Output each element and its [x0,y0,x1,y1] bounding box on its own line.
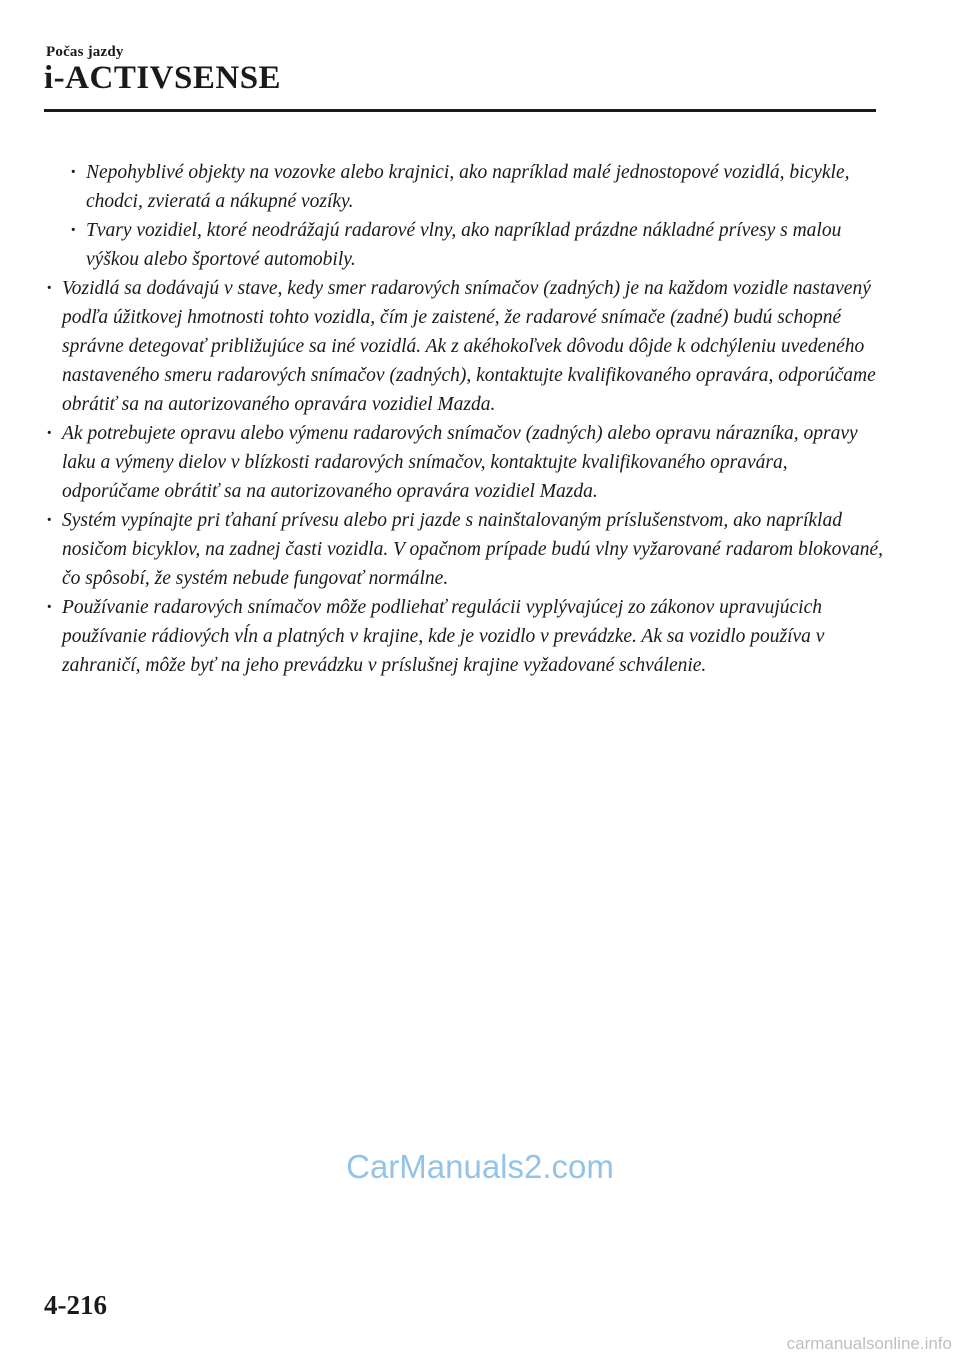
list-item-text: Nepohyblivé objekty na vozovke alebo krajnici, ako napríklad malé jednostopové vozidlá, bicykle, chodci, zvieratá a nákupné vozíky. [86,162,850,212]
list-item [44,506,884,593]
watermark-primary[interactable]: CarManuals2.com [346,1148,614,1185]
list-item-text: Ak potrebujete opravu alebo výmenu radarových snímačov (zadných) alebo opravu nárazníka, opravy laku a výmeny dielov v blízkosti radarových snímačov, kontaktujte kvalifikovaného opravára, odporúčame obrátiť sa na autorizovaného opravára vozidiel Mazda. [62,423,858,502]
list-item [44,419,884,506]
bullet-icon: · [46,423,53,444]
list-item-text: Systém vypínajte pri ťahaní prívesu alebo pri jazde s nainštalovaným príslušenstvom, ako napríklad nosičom bicyklov, na zadnej časti vozidla. V opačnom prípade budú vlny vyžarované radarom blokované, čo spôsobí, že systém nebude fungovať normálne. [62,510,883,589]
list-item-text: Vozidlá sa dodávajú v stave, kedy smer radarových snímačov (zadných) je na každom vozidle nastavený podľa úžitkovej hmotnosti tohto vozidla, čím je zaistené, že radarové snímače (zadné) budú schopné správne detegovať približujúce sa iné vozidlá. Ak z akéhokoľvek dôvodu dôjde k odchýleniu uvedeného nastaveného smeru radarových snímačov (zadných), kontaktujte kvalifikovaného opravára, odporúčame obrátiť sa na autorizovaného opravára vozidiel Mazda. [62,278,876,415]
content-body [44,158,884,680]
bullet-icon: · [70,162,77,183]
bullet-icon: · [46,510,53,531]
list-item [44,593,884,680]
page-title: i-ACTIVSENSE [44,60,282,96]
list-item-text: Používanie radarových snímačov môže podliehať regulácii vyplývajúcej zo zákonov upravujúcich používanie rádiových vĺn a platných v krajine, kde je vozidlo v prevádzke. Ak sa vozidlo používa v zahraničí, môže byť na jeho prevádzku v príslušnej krajine vyžadované schválenie. [62,597,825,676]
page-number: 4-216 [44,1290,107,1320]
watermark-secondary[interactable]: carmanualsonline.info [786,1334,952,1353]
bullet-icon: · [46,597,53,618]
list-item [44,216,884,274]
bullet-icon: · [46,278,53,299]
bullet-icon: · [70,220,77,241]
list-item-text: Tvary vozidiel, ktoré neodrážajú radarové vlny, ako napríklad prázdne nákladné prívesy s malou výškou alebo športové automobily. [86,220,842,270]
header-divider [44,109,876,112]
section-label: Počas jazdy [46,44,124,60]
list-item [44,274,884,419]
list-item [44,158,884,216]
